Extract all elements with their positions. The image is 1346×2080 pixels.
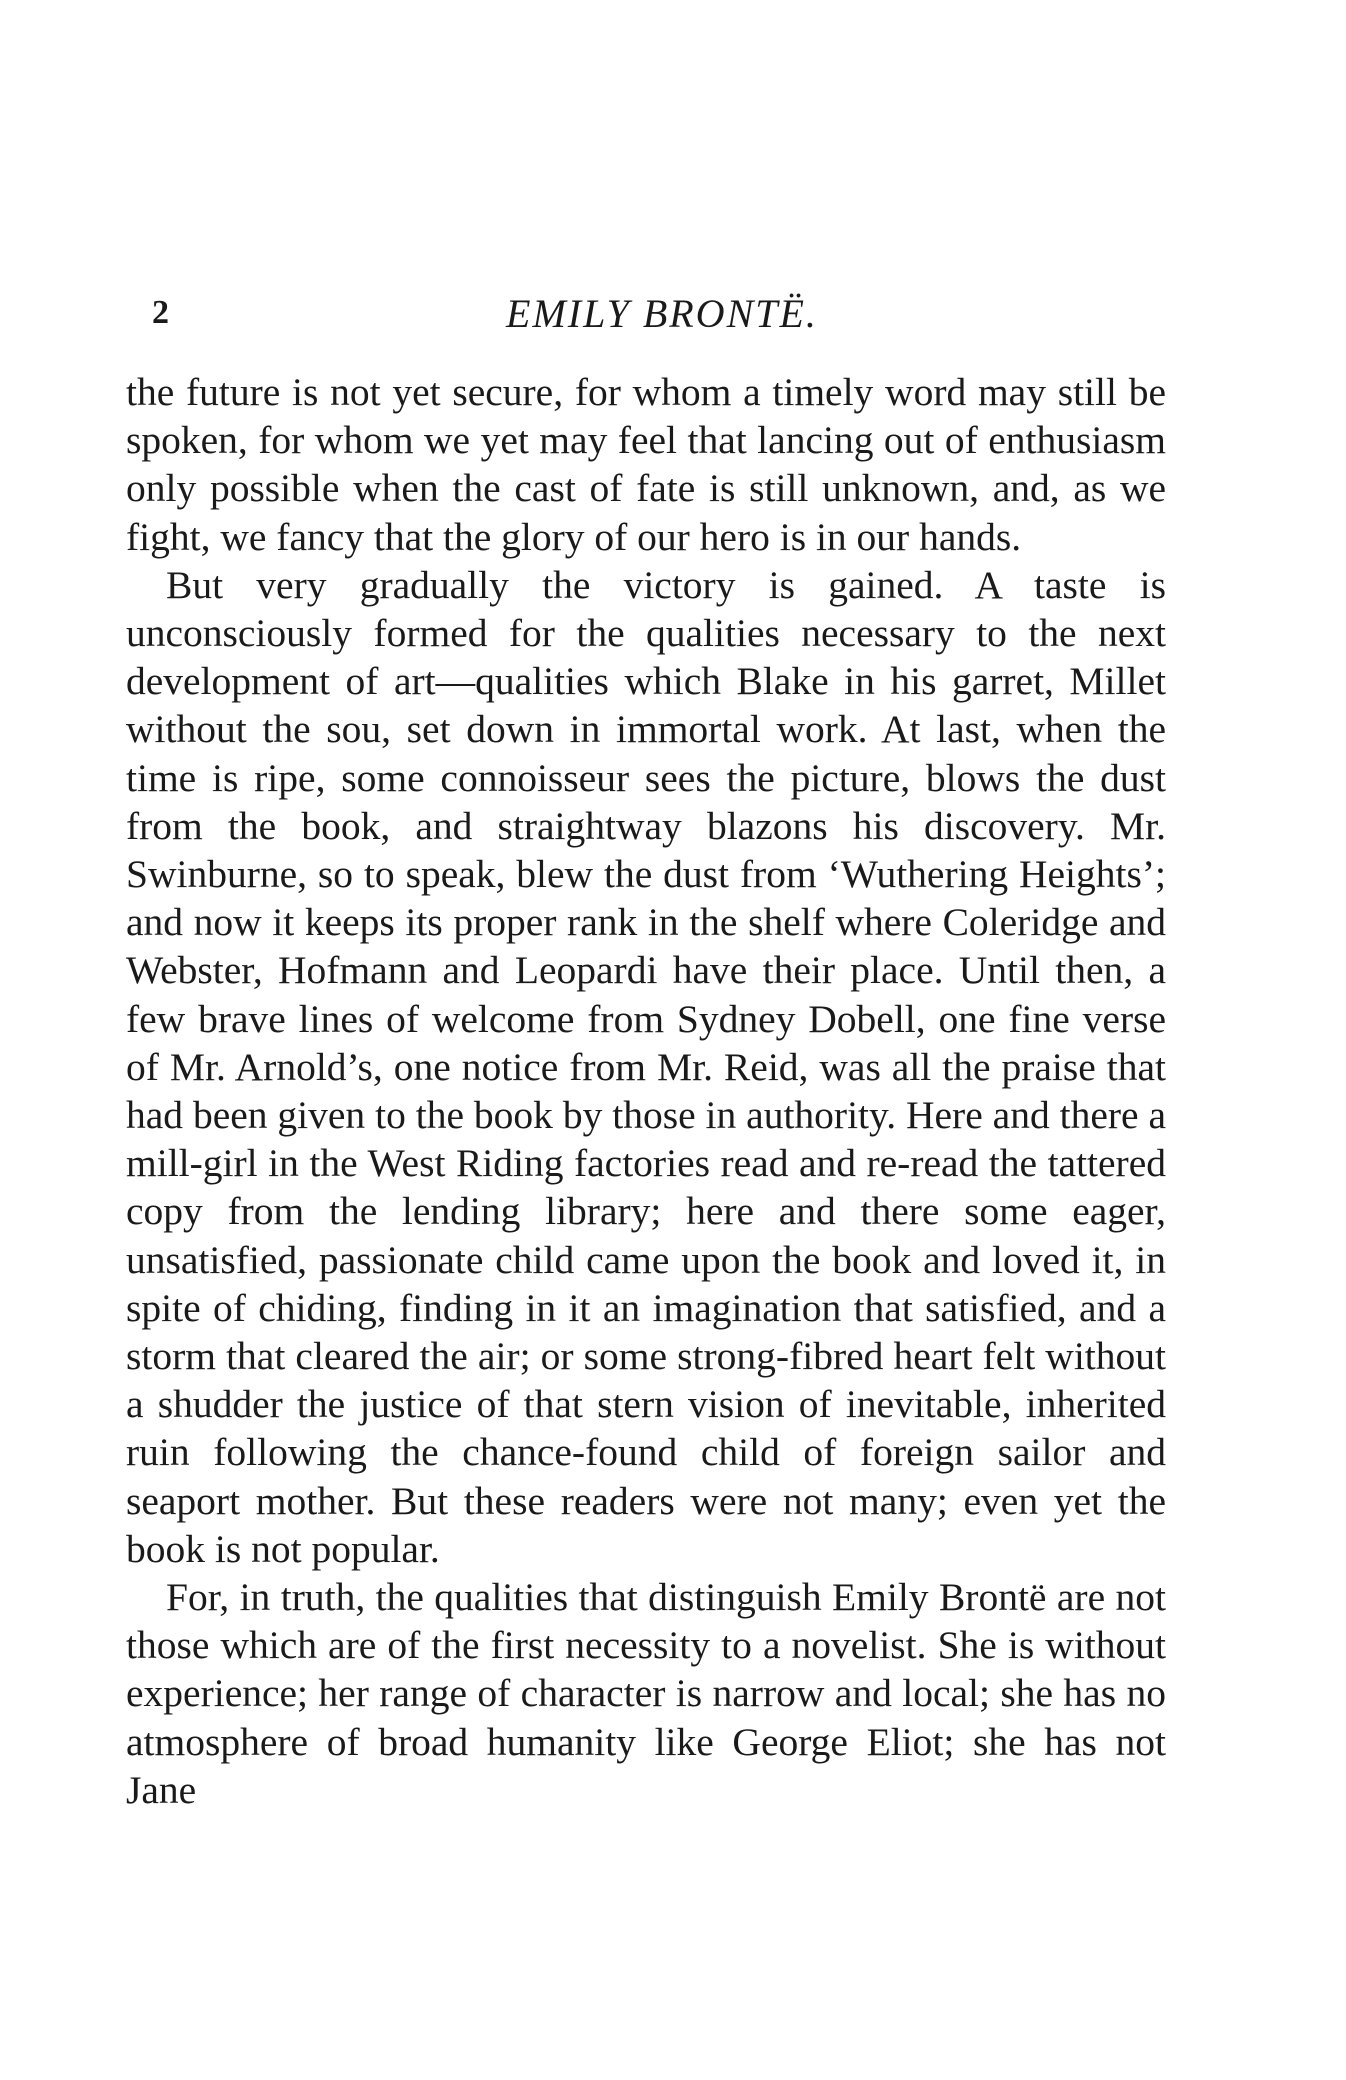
paragraph-qualities: For, in truth, the qualities that distinguish Emily Brontë are not those which are of the first necessity to a novelist. She is without experience; her range of character is narrow and local; she has no atmosphere of broad humanity like George Eliot; she has not Jane	[126, 1575, 1166, 1812]
page-header	[152, 290, 1172, 350]
body-text	[126, 368, 1166, 1814]
paragraph-continuation: the future is not yet secure, for whom a timely word may still be spoken, for whom we yet may feel that lancing out of enthusiasm only possible when the cast of fate is still unknown, and, as we fight, we fancy that the glory of our hero is in our hands.	[126, 370, 1166, 559]
paragraph-victory: But very gradually the victory is gained. A taste is unconsciously formed for the qualities necessary to the next development of art—qualities which Blake in his garret, Millet without the sou, set down in immortal work. At last, when the time is ripe, some connoisseur sees the picture, blows the dust from the book, and straightway blazons his discovery. Mr. Swinburne, so to speak, blew the dust from ‘Wuthering Heights’; and now it keeps its proper rank in the shelf where Coleridge and Webster, Hofmann and Leopardi have their place. Until then, a few brave lines of welcome from Sydney Dobell, one fine verse of Mr. Arnold’s, one notice from Mr. Reid, was all the praise that had been given to the book by those in authority. Here and there a mill-girl in the West Riding factories read and re-read the tattered copy from the lending library; here and there some eager, unsatisfied, passionate child came upon the book and loved it, in spite of chiding, finding in it an imagination that satisfied, and a storm that cleared the air; or some strong-fibred heart felt without a shudder the justice of that stern vision of inevitable, inherited ruin following the chance-found child of foreign sailor and seaport mother. But these readers were not many; even yet the book is not popular.	[126, 562, 1166, 1571]
running-title: EMILY BRONTË.	[506, 291, 818, 336]
page-number: 2	[152, 294, 169, 331]
